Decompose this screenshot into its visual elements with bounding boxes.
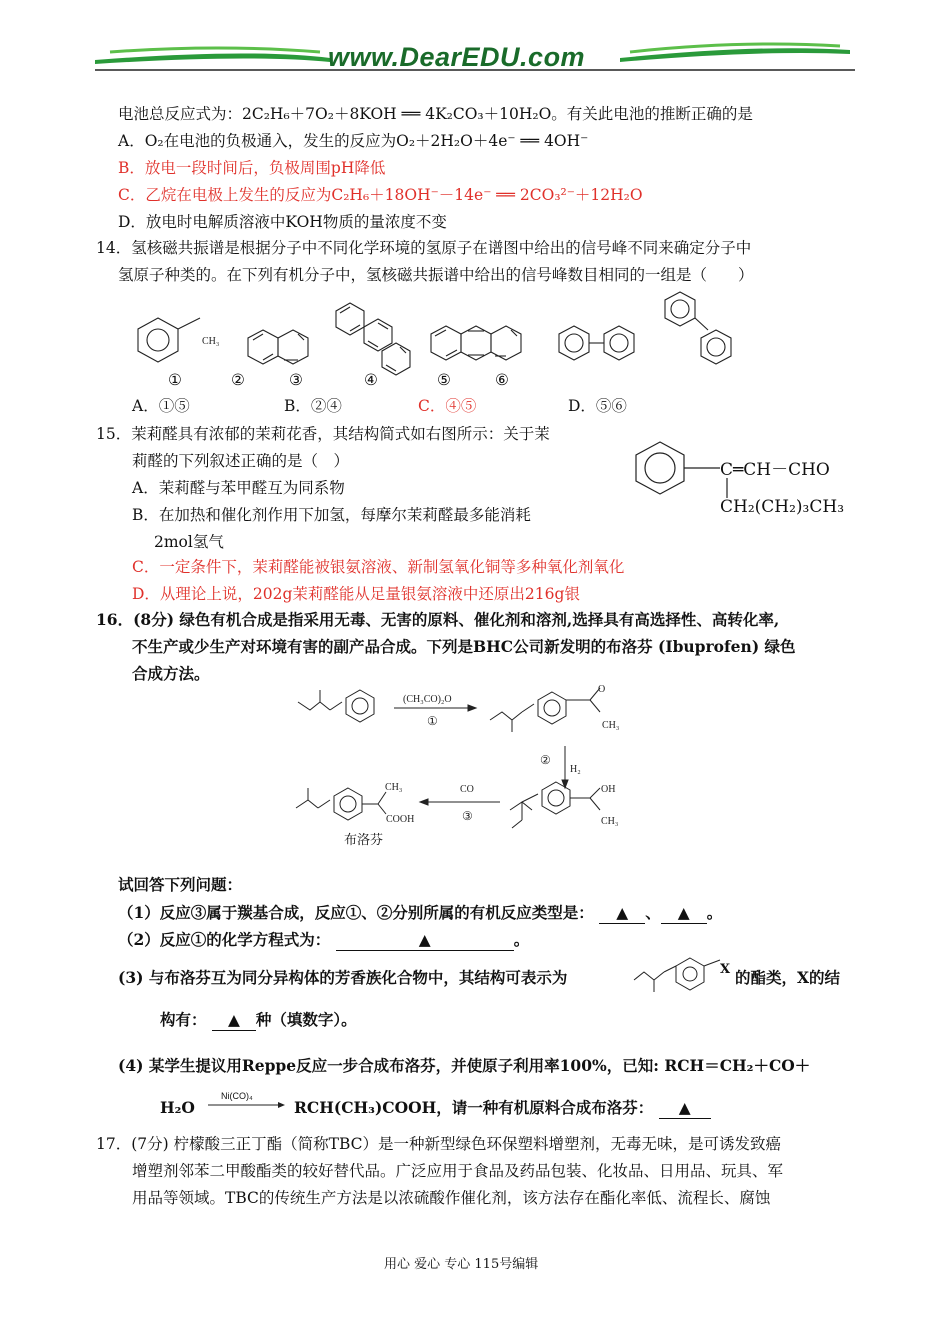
q16-stem-line1: 16．(8分) 绿色有机合成是指采用无毒、无害的原料、催化剂和溶剂,选择具有高选择性、高转化率, — [96, 610, 780, 629]
reppe-catalyst-label: Ni(CO)₄ — [221, 1091, 253, 1101]
q15-option-c: C．一定条件下，茉莉醛能被银氨溶液、新制氢氧化铜等多种氧化剂氧化 — [132, 558, 625, 576]
q16-part3-line1: (3) 与布洛芬互为同分异构体的芳香族化合物中，其结构可表示为 — [118, 968, 568, 987]
q14-structures — [128, 288, 768, 383]
structure-label-6: ⑥ — [495, 371, 509, 389]
ibuprofen-ch3-label: CH₃ — [385, 782, 403, 793]
jasmine-aldehyde-structure — [622, 436, 722, 516]
page-footer: 用心 爱心 专心 115号编辑 — [384, 1257, 539, 1272]
alcohol-oh-label: OH — [601, 784, 616, 795]
structure-label-4: ④ — [364, 371, 378, 389]
header-banner — [0, 0, 950, 80]
q15-stem-line1: 15．茉莉醛具有浓郁的茉莉花香，其结构简式如右图所示：关于茉 — [96, 425, 550, 443]
jasmine-structure-top: C═CH－CHO — [720, 460, 830, 480]
q16-part4-h2o: H₂O — [160, 1098, 195, 1117]
q16-part1-end: 。 — [706, 903, 723, 922]
structure-label-3: ③ — [289, 371, 303, 389]
structure-label-2: ② — [231, 371, 245, 389]
q13-option-a: A．O₂在电池的负极通入，发生的反应为O₂＋2H₂O＋4e⁻ ══ 4OH⁻ — [118, 132, 589, 150]
q16-part3-line1-end: 的酯类，X的结 — [735, 968, 841, 987]
ibuprofen-label: 布洛芬 — [344, 832, 384, 847]
q16-part3-blank[interactable]: ▲ — [212, 1010, 256, 1031]
q15-stem-line2: 莉醛的下列叙述正确的是（ ） — [132, 452, 350, 470]
ketone-o-label: O — [598, 684, 606, 695]
q14-stem-line1: 14．氢核磁共振谱是根据分子中不同化学环境的氢原子在谱图中给出的信号峰不同来确定分子中 — [96, 239, 752, 257]
q14-option-b: B．②④ — [284, 397, 342, 415]
q16-part2-text: （2）反应①的化学方程式为： — [118, 930, 331, 949]
structure-label-5: ⑤ — [437, 371, 451, 389]
q16-part1 — [118, 903, 722, 924]
q16-intro: 试回答下列问题： — [118, 875, 243, 894]
q16-stem-line3: 合成方法。 — [132, 664, 210, 683]
reagent-co: CO — [460, 784, 474, 795]
q17-stem-line2: 增塑剂邻苯二甲酸酯类的较好替代品。广泛应用于食品及药品包装、化妆品、日用品、玩具、军 — [132, 1162, 784, 1180]
alcohol-ch3-label: CH₃ — [601, 816, 619, 827]
q16-part1-text: （1）反应③属于羰基合成，反应①、②分别所属的有机反应类型是： — [118, 903, 594, 922]
jasmine-structure-bottom: CH₂(CH₂)₃CH₃ — [720, 497, 845, 517]
q13-option-b: B．放电一段时间后，负极周围pH降低 — [118, 159, 386, 177]
q15-option-b-line1: B．在加热和催化剂作用下加氢，每摩尔茉莉醛最多能消耗 — [132, 506, 531, 524]
step1-label: ① — [427, 714, 438, 728]
q16-part3-answer-label: 构有： — [160, 1010, 207, 1029]
q16-part4-text: RCH(CH₃)COOH，请一种有机原料合成布洛芬： — [294, 1098, 654, 1117]
step2-label: ② — [540, 753, 551, 767]
reppe-reaction-arrow — [206, 1100, 286, 1110]
ketone-ch3-label: CH₃ — [602, 720, 620, 731]
q16-part4-blank[interactable]: ▲ — [659, 1098, 711, 1119]
q16-part2-blank[interactable]: ▲ — [336, 930, 514, 951]
q16-stem-line2: 不生产或少生产对环境有害的副产品合成。下列是BHC公司新发明的布洛芬 (Ibuprofen) 绿色 — [132, 637, 796, 656]
ibuprofen-cooh-label: COOH — [386, 814, 415, 825]
structure-label-1: ① — [168, 371, 182, 389]
q16-part2 — [118, 930, 529, 951]
q17-stem-line1: 17．(7分) 柠檬酸三正丁酯（简称TBC）是一种新型绿色环保塑料增塑剂，无毒无味，是可诱发致癌 — [96, 1135, 781, 1153]
q16-part4-line2 — [294, 1098, 711, 1119]
step3-label: ③ — [462, 809, 473, 823]
q14-option-a: A．①⑤ — [132, 397, 190, 415]
q16-part4-line1: (4) 某学生提议用Reppe反应一步合成布洛芬，并使原子利用率100%，已知: RCH＝CH₂＋CO＋ — [118, 1056, 811, 1075]
q15-option-b-line2: 2mol氢气 — [154, 533, 224, 551]
toluene-ch3-label: CH₃ — [202, 336, 220, 347]
site-logo[interactable]: www.DearEDU.com — [328, 42, 586, 72]
q16-part1-sep: 、 — [645, 903, 661, 922]
reagent-acetic-anhydride: (CH₃CO)₂O — [403, 694, 452, 705]
q16-part1-blank-b[interactable]: ▲ — [661, 903, 707, 924]
q16-part1-blank-a[interactable]: ▲ — [599, 903, 645, 924]
q17-stem-line3: 用品等领域。TBC的传统生产方法是以浓硫酸作催化剂，该方法存在酯化率低、流程长、腐蚀 — [132, 1189, 771, 1207]
ester-skeleton-structure — [630, 952, 730, 996]
ester-x-label: X — [720, 962, 731, 977]
q13-option-c: C．乙烷在电极上发生的反应为C₂H₆＋18OH⁻－14e⁻ ══ 2CO₃²⁻＋12H₂O — [118, 186, 643, 204]
q16-part2-end: 。 — [513, 930, 530, 949]
reagent-h2: H₂ — [570, 764, 581, 775]
q14-option-c: C．④⑤ — [418, 397, 477, 415]
q15-option-d: D．从理论上说，202g茉莉醛能从足量银氨溶液中还原出216g银 — [132, 585, 580, 603]
q13-stem: 电池总反应式为：2C₂H₆＋7O₂＋8KOH ══ 4K₂CO₃＋10H₂O。有关此电池的推断正确的是 — [118, 105, 753, 123]
q14-stem-line2: 氢原子种类的。在下列有机分子中，氢核磁共振谱中给出的信号峰数目相同的一组是（ ） — [118, 266, 754, 284]
q16-part3-end: 种（填数字）。 — [255, 1010, 357, 1029]
q13-option-d: D．放电时电解质溶液中KOH物质的量浓度不变 — [118, 213, 447, 231]
q16-part3-line2 — [160, 1010, 357, 1031]
q15-option-a: A．茉莉醛与苯甲醛互为同系物 — [132, 479, 345, 497]
q14-option-d: D．⑤⑥ — [568, 397, 627, 415]
